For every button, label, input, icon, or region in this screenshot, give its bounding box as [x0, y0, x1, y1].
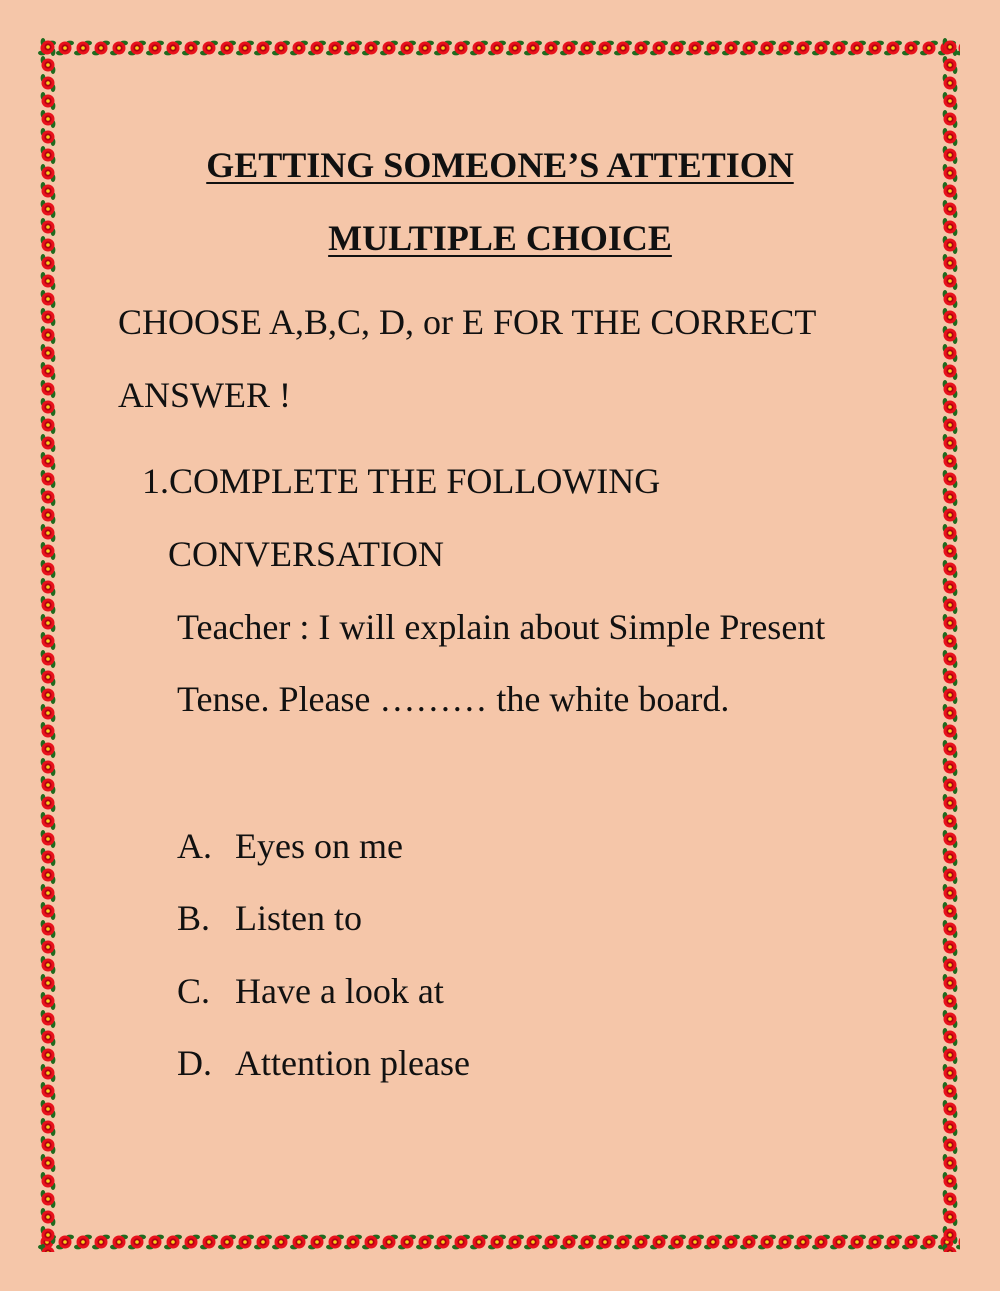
answer-option-b[interactable]	[177, 898, 362, 938]
question-heading-line-2: CONVERSATION	[168, 534, 445, 574]
question-prompt-line-2: Tense. Please ……… the white board.	[177, 679, 730, 719]
option-text: Attention please	[235, 1043, 470, 1083]
option-letter: B.	[177, 898, 211, 938]
option-letter: D.	[177, 1043, 212, 1083]
instruction-line-2: ANSWER !	[118, 375, 291, 415]
answer-option-d[interactable]	[177, 1043, 470, 1083]
flower-border-bottom	[38, 1232, 960, 1252]
question-heading-line-1: 1.COMPLETE THE FOLLOWING	[142, 461, 661, 501]
option-letter: C.	[177, 971, 211, 1011]
option-letter: A.	[177, 826, 212, 866]
worksheet-title: GETTING SOMEONE’S ATTETION	[206, 145, 794, 185]
worksheet-subtitle: MULTIPLE CHOICE	[328, 218, 672, 258]
instruction-line-1: CHOOSE A,B,C, D, or E FOR THE CORRECT	[118, 302, 817, 342]
option-text: Eyes on me	[235, 826, 403, 866]
answer-option-a[interactable]	[177, 826, 403, 866]
answer-option-c[interactable]	[177, 971, 444, 1011]
option-text: Have a look at	[235, 971, 444, 1011]
flower-border-top	[38, 38, 960, 58]
question-prompt-line-1: Teacher : I will explain about Simple Present	[177, 607, 826, 647]
option-text: Listen to	[235, 898, 362, 938]
